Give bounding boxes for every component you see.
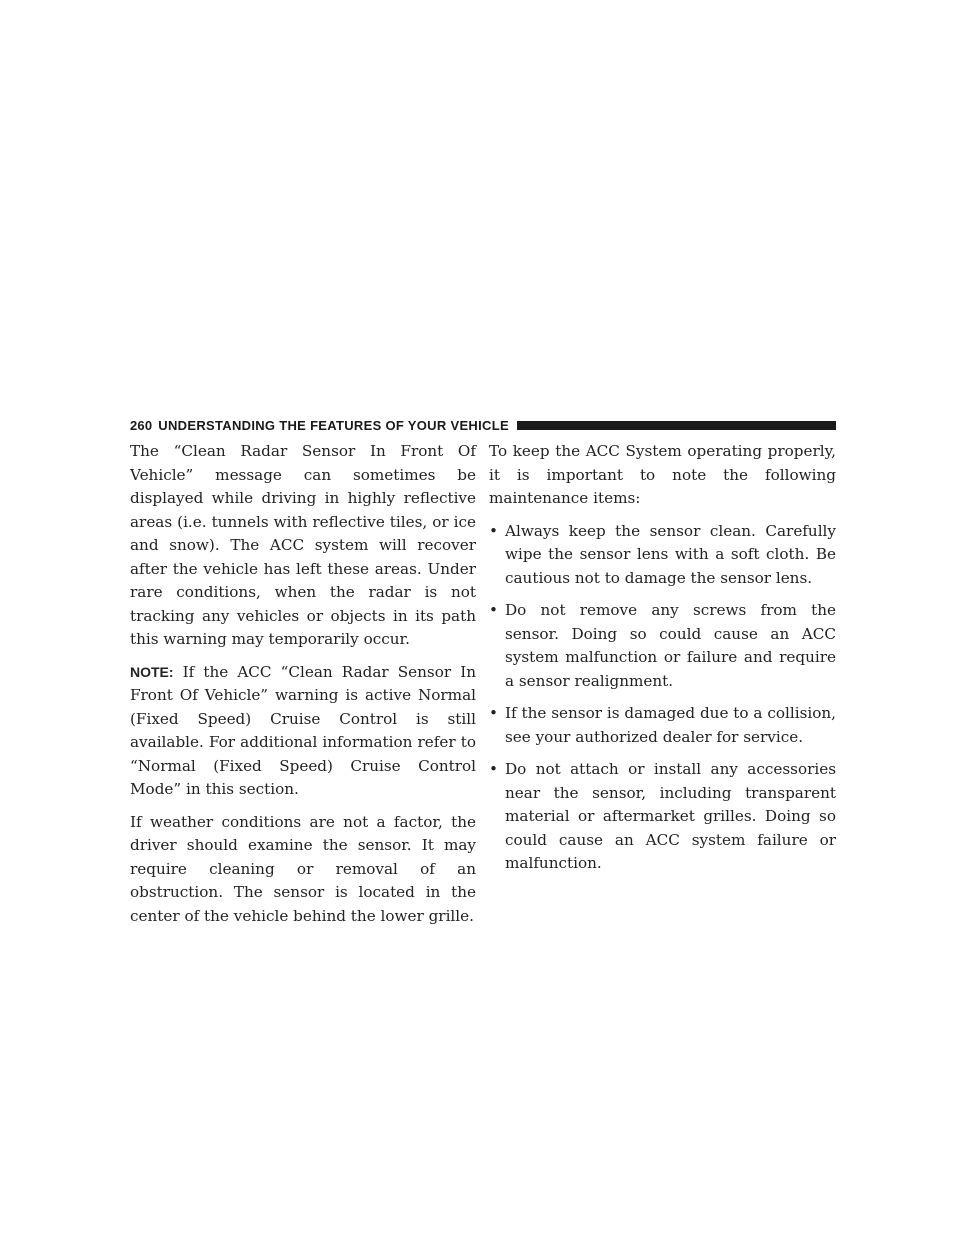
paragraph-clean-radar-message: The “Clean Radar Sensor In Front Of Vehicle” message can sometimes be displayed while driving in highly reflective areas (i.e. tunnels with reflective tiles, or ice and snow). The ACC system will recover after the vehicle has left these areas. Under rare conditions, when the radar is not tracking any vehicles or objects in its path this warning may temporarily occur. bbox=[130, 442, 476, 648]
list-item bbox=[489, 520, 836, 591]
list-item-text: If the sensor is damaged due to a collision, see your authorized dealer for service. bbox=[505, 704, 836, 746]
list-item bbox=[489, 758, 836, 876]
list-item bbox=[489, 702, 836, 749]
maintenance-list bbox=[489, 520, 836, 876]
list-item-text: Do not remove any screws from the sensor. Doing so could cause an ACC system malfunction or failure and require a sensor realignment. bbox=[505, 601, 836, 690]
bullet-icon: • bbox=[489, 704, 498, 722]
bullet-icon: • bbox=[489, 521, 498, 540]
list-item-text: Always keep the sensor clean. Carefully wipe the sensor lens with a soft cloth. Be cautious not to damage the sensor lens. bbox=[505, 521, 836, 587]
bullet-icon: • bbox=[489, 760, 498, 778]
note-label: NOTE: bbox=[130, 663, 174, 680]
note-paragraph bbox=[130, 661, 476, 802]
bullet-icon: • bbox=[489, 601, 498, 619]
right-column bbox=[489, 440, 836, 885]
page-header bbox=[130, 416, 836, 434]
header-rule bbox=[517, 421, 836, 430]
section-title: UNDERSTANDING THE FEATURES OF YOUR VEHICLE bbox=[158, 417, 509, 433]
list-item bbox=[489, 599, 836, 693]
list-item-text: Do not attach or install any accessories near the sensor, including transparent material or aftermarket grilles. Doing so could cause an ACC system failure or malfunction. bbox=[505, 760, 836, 872]
page-number: 260 bbox=[130, 417, 153, 433]
paragraph-examine-sensor: If weather conditions are not a factor, the driver should examine the sensor. It may require cleaning or removal of an obstruction. The sensor is located in the center of the vehicle behind the lower grille. bbox=[130, 812, 476, 925]
left-column bbox=[130, 440, 476, 937]
maintenance-intro: To keep the ACC System operating properly, it is important to note the following maintenance items: bbox=[489, 442, 836, 507]
note-text: If the ACC “Clean Radar Sensor In Front Of Vehicle” warning is active Normal (Fixed Speed) Cruise Control is still available. For additional information refer to “Normal (Fixed Speed) Cruise Control Mode” in this section. bbox=[130, 662, 476, 798]
